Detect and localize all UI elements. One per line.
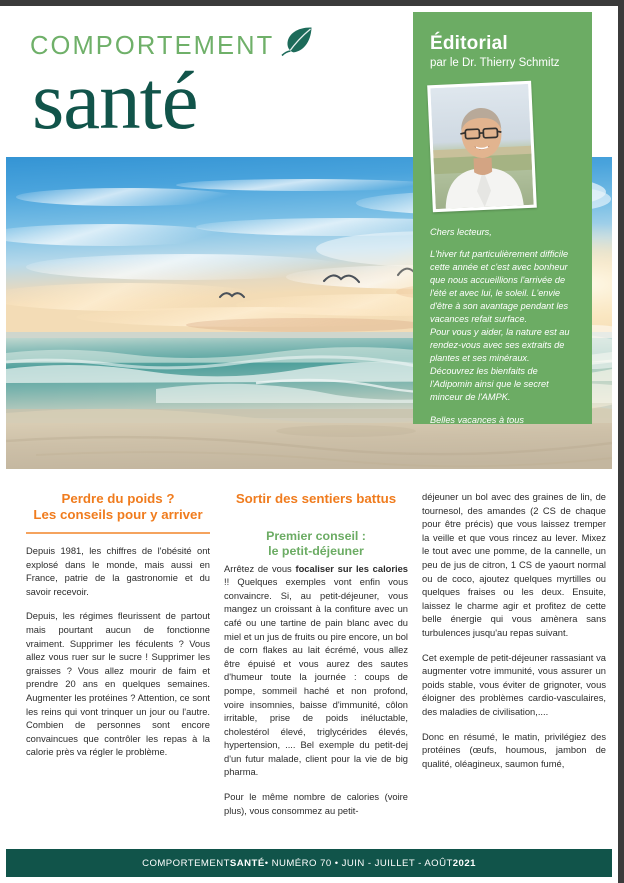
editorial-closing: Belles vacances à tous	[430, 414, 524, 425]
footer-year: 2021	[452, 857, 476, 869]
column-one-headline-line2: Les conseils pour y arriver	[33, 507, 203, 523]
footer-part-2: • NUMÉRO 70 • JUIN - JUILLET - AOÛT	[264, 857, 453, 869]
column-one-headline	[26, 491, 210, 523]
page-footer	[6, 849, 612, 877]
editorial-title: Éditorial	[430, 33, 508, 54]
column-three-paragraph-1: déjeuner un bol avec des graines de lin, de tournesol, des amandes (2 CS de chaque pour être précis) que vous laissez tremper la veille et que vous rincez au lever. Mixez le tout avec une pomme, de la cannelle, un peu de jus de citron, 1 CS de yaourt normal ou de coco, ajoutez quelques myrtilles ou quelques fraises ou les deux. Ensuite, laissez le charme agir et profitez de cette belle énergie qui vous amènera sans turbulences jusqu'au repas suivant.	[422, 492, 606, 638]
column-three-paragraph-3: Donc en résumé, le matin, privilégiez des protéines (œufs, houmous, jambon de qualité, oléagineux, saumon fumé,	[422, 731, 606, 769]
editorial-text	[430, 226, 575, 427]
footer-part-1: COMPORTEMENT	[142, 857, 230, 869]
col2-p1-emphasis: focaliser sur les calories	[295, 563, 408, 574]
column-three-paragraph-2: Cet exemple de petit-déjeuner rassasiant va augmenter votre immunité, vous assurer un poids stable, vous éviter de grignoter, vous éloigner des problèmes cardio-vasculaires, des maladies de civilisation,....	[422, 652, 606, 717]
column-two-paragraph-1	[224, 563, 408, 781]
masthead	[30, 34, 390, 144]
masthead-word: COMPORTEMENT	[30, 32, 275, 60]
column-two	[224, 491, 408, 846]
author-portrait	[427, 80, 537, 212]
column-two-paragraph-2: Pour le même nombre de calories (voire plus), vous consommez au petit-	[224, 792, 408, 816]
editorial-panel	[413, 12, 592, 424]
editorial-byline: par le Dr. Thierry Schmitz	[430, 56, 560, 69]
col2-p1-lead: Arrêtez de vous	[224, 563, 296, 574]
column-two-subhead-line1: Premier conseil :	[266, 528, 366, 543]
editorial-paragraph-2: Pour vous y aider, la nature est au rendez-vous avec ses extraits de plantes et ses minéraux. Découvrez les bienfaits de l'Adipomin ainsi que le secret minceur de l'AMPK.	[430, 327, 570, 403]
column-one-headline-line1: Perdre du poids ?	[61, 491, 175, 506]
column-two-subhead-line2: le petit-déjeuner	[268, 543, 364, 558]
column-three	[422, 491, 606, 846]
column-one-paragraph-1: Depuis 1981, les chiffres de l'obésité ont explosé dans le monde, mais aussi en France, patrie de la gastronomie et du savoir recevoir.	[26, 546, 210, 597]
portrait-photo-svg	[430, 84, 533, 209]
column-one-paragraph-2: Depuis, les régimes fleurissent de partout mais pourtant aucun de fonctionne vraiment. Supprimer les féculents ? Vous allez vous ruer sur le sucre ! Supprimer les graisses ? Vous allez mourir de faim et prendre 20 ans en quelques semaines. Augmenter les protéines ? Attention, ce sont les reins qui vont trinquer un jour ou l'autre. Combien de personnes sont encore convaincues que contrôler les repas à la calorie près va régler le problème.	[26, 611, 210, 758]
headline-divider	[26, 532, 210, 534]
editorial-salutation: Chers lecteurs,	[430, 226, 492, 237]
column-two-headline: Sortir des sentiers battus	[235, 491, 397, 506]
editorial-paragraph-1: L'hiver fut particulièrement difficile cette année et c'est avec bonheur que nous accueillions l'arrivée de l'été et avec lui, le soleil. L'envie d'être à son avantage pendant les vacances refait surface.	[430, 248, 569, 325]
article-columns	[26, 491, 606, 846]
masthead-title: santé	[32, 54, 198, 146]
column-two-subhead	[224, 529, 408, 559]
col2-p1-rest: !! Quelques exemples vont enfin vous convaincre. Si, au petit-déjeuner, vous mangez un croissant à la confiture avec un café ou une tartine de pain blanc avec du miel et un jus de fruits ou pire encore, un bol de corn flakes au lait écrémé, vous allez être épuisé et vous aurez des sautes d'humeur toute la journée : coups de pompe, sommeil haché et non profond, voire insomnies, baisse d'immunité, côlon irritable, prise de poids inéluctable, cholestérol élevé, triglycérides élevés, hypertension, .... Bel exemple du petit-dej d'un futur malade, client pour la vie de big pharma.	[224, 577, 408, 778]
column-three-body	[422, 491, 606, 771]
column-one	[26, 491, 210, 846]
footer-brand: SANTÉ	[229, 857, 265, 869]
column-one-body	[26, 545, 210, 760]
leaf-icon	[280, 26, 314, 63]
column-two-body	[224, 563, 408, 819]
